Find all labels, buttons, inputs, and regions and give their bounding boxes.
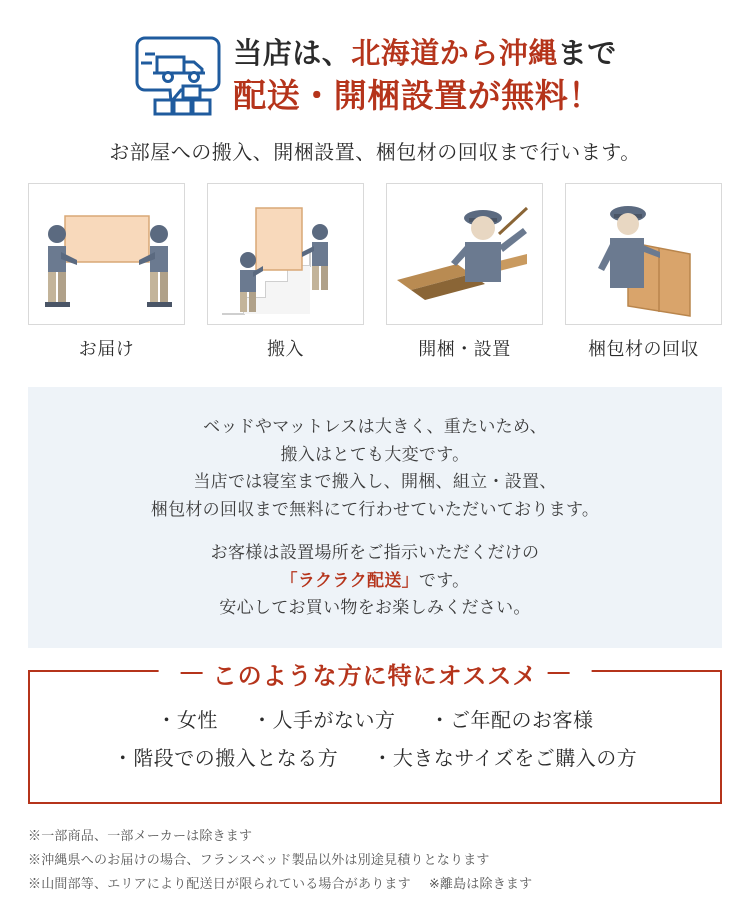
title-dash-right <box>547 672 569 674</box>
headline-line2-post: が無料！ <box>467 76 602 114</box>
step-label: お届け <box>78 339 135 359</box>
note-text: ※離島は除きます <box>428 875 533 891</box>
step-item <box>28 183 185 361</box>
headline-line-2 <box>233 75 617 116</box>
recommend-item: ・大きなサイズをご購入の方 <box>372 747 638 770</box>
step-item <box>565 183 722 361</box>
raku-haisou-highlight: 「ラクラク配送」 <box>280 570 419 590</box>
note-line-row <box>28 872 722 896</box>
recommend-item: ・階段での搬入となる方 <box>112 747 339 770</box>
info-line: 梱包材の回収まで無料にて行わせていただいております。 <box>150 499 600 519</box>
title-dash-left <box>181 672 203 674</box>
raku-haisou-suffix: です。 <box>418 570 470 590</box>
notes-section <box>28 824 722 896</box>
info-line: ベッドやマットレスは大きく、重たいため、 <box>203 417 547 436</box>
headline-line1-post: まで <box>557 38 617 71</box>
workers-carrying-up-stairs-icon <box>207 183 364 325</box>
headline-line-1 <box>233 36 617 72</box>
note-line: ※一部商品、一部メーカーは除きます <box>28 827 253 843</box>
info-line: お客様は設置場所をご指示いただくだけの <box>210 543 540 563</box>
header <box>0 0 750 165</box>
headline-row <box>0 30 750 122</box>
recommend-title <box>159 656 592 691</box>
step-item <box>207 183 364 361</box>
step-label: 開梱・設置 <box>418 339 511 359</box>
info-line-raku <box>38 567 712 595</box>
recommend-row-2 <box>30 740 720 778</box>
recommend-item: ・女性 <box>156 709 218 732</box>
worker-assembling-bed-frame-icon <box>386 183 543 325</box>
recommend-title-text: このような方に特にオススメ <box>212 662 538 690</box>
header-subheading: お部屋への搬入、開梱設置、梱包材の回収まで行います。 <box>109 142 641 164</box>
recommend-box <box>28 662 722 804</box>
worker-carrying-cardboard-icon <box>565 183 722 325</box>
headline-line2-highlight: 配送・開梱設置 <box>233 76 468 114</box>
info-line: 当店では寝室まで搬入し、開梱、組立・設置、 <box>193 472 557 492</box>
step-item <box>386 183 543 361</box>
info-line: 搬入はとても大変です。 <box>280 444 470 464</box>
two-workers-carrying-mattress-icon <box>28 183 185 325</box>
step-label: 搬入 <box>267 339 304 359</box>
recommend-row-1 <box>30 702 720 740</box>
info-panel <box>28 387 722 648</box>
note-text: ※山間部等、エリアにより配送日が限られている場合があります <box>28 875 411 891</box>
spacer <box>38 523 712 539</box>
headline-text <box>233 36 617 116</box>
note-line: ※沖縄県へのお届けの場合、フランスベッド製品以外は別途見積りとなります <box>28 851 490 867</box>
steps-row <box>0 183 750 361</box>
headline-line1-highlight: 北海道から沖縄 <box>351 38 558 71</box>
step-label: 梱包材の回収 <box>588 339 699 359</box>
headline-line1-pre: 当店は、 <box>233 38 352 71</box>
recommend-item: ・ご年配のお客様 <box>429 709 594 732</box>
recommend-item: ・人手がない方 <box>252 709 396 732</box>
info-line: 安心してお買い物をお楽しみください。 <box>219 598 531 618</box>
delivery-truck-icon <box>133 30 225 122</box>
